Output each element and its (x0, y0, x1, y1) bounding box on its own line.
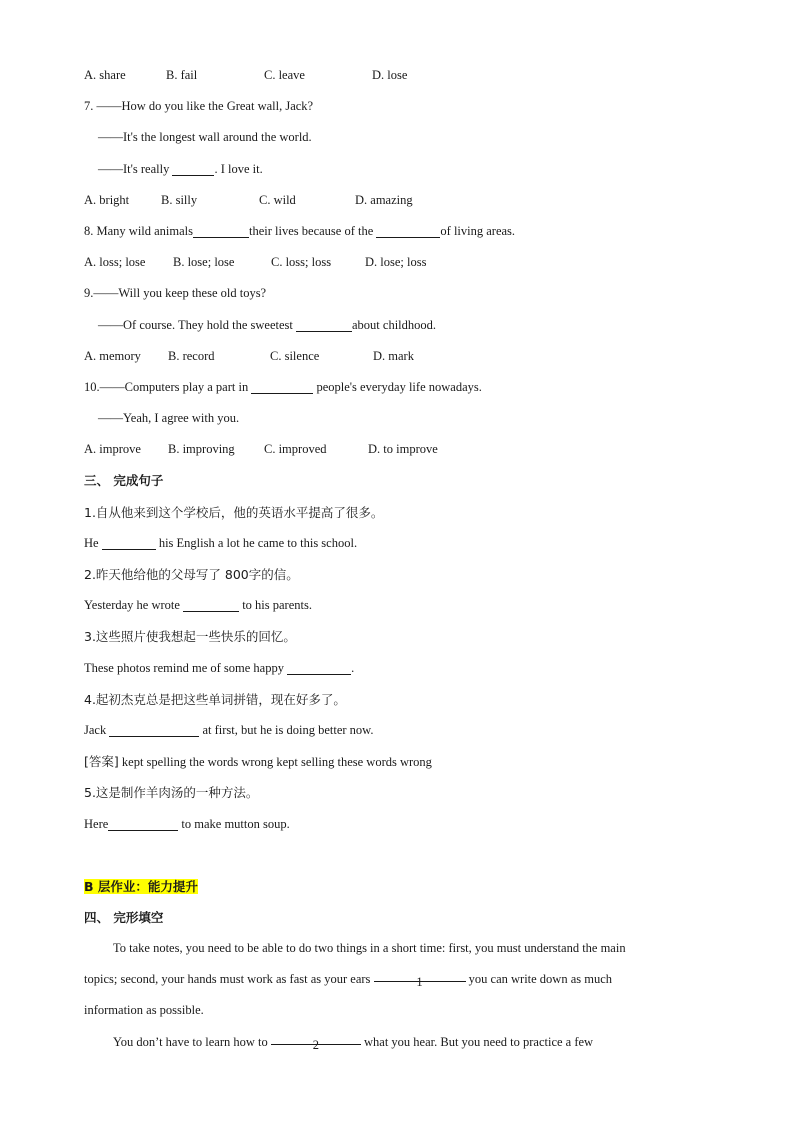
sentence-5-en (84, 809, 724, 840)
q10-line2: ——Yeah, I agree with you. (98, 411, 240, 426)
q7-options (84, 185, 724, 216)
answer-text: kept spelling the words wrong kept selling these words wrong (118, 755, 432, 770)
q7-option-c: C. wild (259, 192, 296, 207)
spacer (84, 840, 724, 871)
sentence-3-cn: 3.这些照片使我想起一些快乐的回忆。 (84, 629, 296, 645)
cloze-blank-2: 2 (271, 1030, 361, 1045)
answer-blank (376, 223, 440, 238)
q9-option-c: C. silence (270, 348, 320, 363)
q10-option-c: C. improved (264, 442, 327, 457)
cloze-line-4 (84, 1027, 724, 1058)
sentence-3-en-post: . (351, 660, 355, 675)
cloze-line-4-pre: You don’t have to learn how to (113, 1034, 271, 1049)
q8-option-d: D. lose; loss (365, 255, 427, 270)
q7-option-b: B. silly (161, 192, 198, 207)
q7-line3 (84, 154, 724, 185)
q10-line1-post: people's everyday life nowadays. (313, 379, 482, 394)
sentence-1-en-post: his English a lot he came to this school. (155, 535, 358, 550)
answer-blank (251, 379, 313, 394)
q8-line (84, 216, 724, 247)
sentence-5-en-post: to make mutton soup. (178, 816, 290, 831)
q9-line2-pre: ——Of course. They hold the sweetest (98, 317, 296, 332)
q9-option-d: D. mark (373, 348, 414, 363)
q6-option-c: C. leave (264, 68, 305, 82)
q6-option-a: A. share (84, 68, 126, 82)
layer-b-title (84, 871, 724, 902)
sentence-3-en-pre: These photos remind me of some happy (84, 660, 288, 675)
q9-line2 (84, 310, 724, 341)
sentence-3-en (84, 653, 724, 684)
q8-pre: 8. Many wild animals (84, 223, 194, 238)
answer-blank (193, 223, 249, 238)
sentence-2-en-pre: Yesterday he wrote (84, 598, 184, 613)
cloze-blank-1: 1 (374, 967, 466, 982)
cloze-line-2-pre: topics; second, your hands must work as fast as your ears (84, 972, 374, 987)
sentence-4-cn: 4.起初杰克总是把这些单词拼错，现在好多了。 (84, 691, 346, 707)
sentence-2-en (84, 590, 724, 621)
q9-option-a: A. memory (84, 348, 141, 363)
q10-line1 (84, 372, 724, 403)
q7-line1: 7. ——How do you like the Great wall, Jack? (84, 99, 314, 114)
cloze-line-2 (84, 964, 724, 995)
q10-line1-pre: 10.——Computers play a part in (84, 379, 252, 394)
sentence-4-en-post: at first, but he is doing better now. (199, 722, 374, 737)
sentence-4-answer (84, 746, 724, 777)
q9-line1: 9.——Will you keep these old toys? (84, 286, 267, 301)
cloze-line-4-post: what you hear. But you need to practice a few (360, 1034, 594, 1049)
sentence-5-en-pre: Here (84, 816, 109, 831)
answer-blank (102, 535, 156, 550)
q7-line3-pre: ——It's really (98, 161, 173, 176)
q6-option-d: D. lose (372, 68, 408, 82)
q7-option-d: D. amazing (355, 192, 413, 207)
q7-option-a: A. bright (84, 192, 130, 207)
q7-line3-post: . I love it. (214, 161, 263, 176)
q7-line2: ——It's the longest wall around the world. (98, 130, 312, 145)
answer-blank (108, 816, 178, 831)
sentence-2-cn: 2.昨天他给他的父母写了 800字的信。 (84, 567, 299, 582)
document-page (84, 60, 724, 1058)
q8-post: of living areas. (440, 223, 516, 238)
q9-options (84, 341, 724, 372)
sentence-4-en (84, 715, 724, 746)
q6-options (84, 60, 724, 91)
q10-option-b: B. improving (168, 442, 235, 457)
section-3-title: 三、 完成句子 (84, 473, 164, 489)
q10-option-a: A. improve (84, 442, 141, 457)
cloze-line-2-post: you can write down as much (465, 972, 613, 987)
q9-line2-post: about childhood. (352, 317, 437, 332)
q10-options (84, 434, 724, 465)
answer-blank (183, 597, 239, 612)
cloze-line-3: information as possible. (84, 1003, 204, 1018)
layer-b-title-text: B 层作业：能力提升 (84, 878, 198, 894)
sentence-1-en-pre: He (84, 535, 102, 550)
answer-tag: [答案] (84, 754, 119, 770)
q8-option-a: A. loss; lose (84, 255, 146, 270)
q6-option-b: B. fail (166, 68, 198, 82)
answer-blank (172, 161, 214, 176)
section-4-title: 四、 完形填空 (84, 909, 164, 925)
q8-options (84, 247, 724, 278)
answer-blank (296, 317, 352, 332)
sentence-1-cn: 1.自从他来到这个学校后，他的英语水平提高了很多。 (84, 504, 384, 520)
q8-option-b: B. lose; lose (173, 255, 235, 270)
answer-blank (109, 722, 199, 737)
q10-option-d: D. to improve (368, 442, 438, 457)
sentence-5-cn: 5.这是制作羊肉汤的一种方法。 (84, 785, 259, 801)
q8-mid: their lives because of the (249, 223, 377, 238)
sentence-4-en-pre: Jack (84, 722, 110, 737)
q9-option-b: B. record (168, 348, 215, 363)
sentence-1-en (84, 528, 724, 559)
cloze-line-1: To take notes, you need to be able to do two things in a short time: first, you must understand the main (113, 941, 626, 956)
q8-option-c: C. loss; loss (271, 255, 332, 270)
sentence-2-en-post: to his parents. (239, 598, 312, 613)
answer-blank (287, 660, 351, 675)
